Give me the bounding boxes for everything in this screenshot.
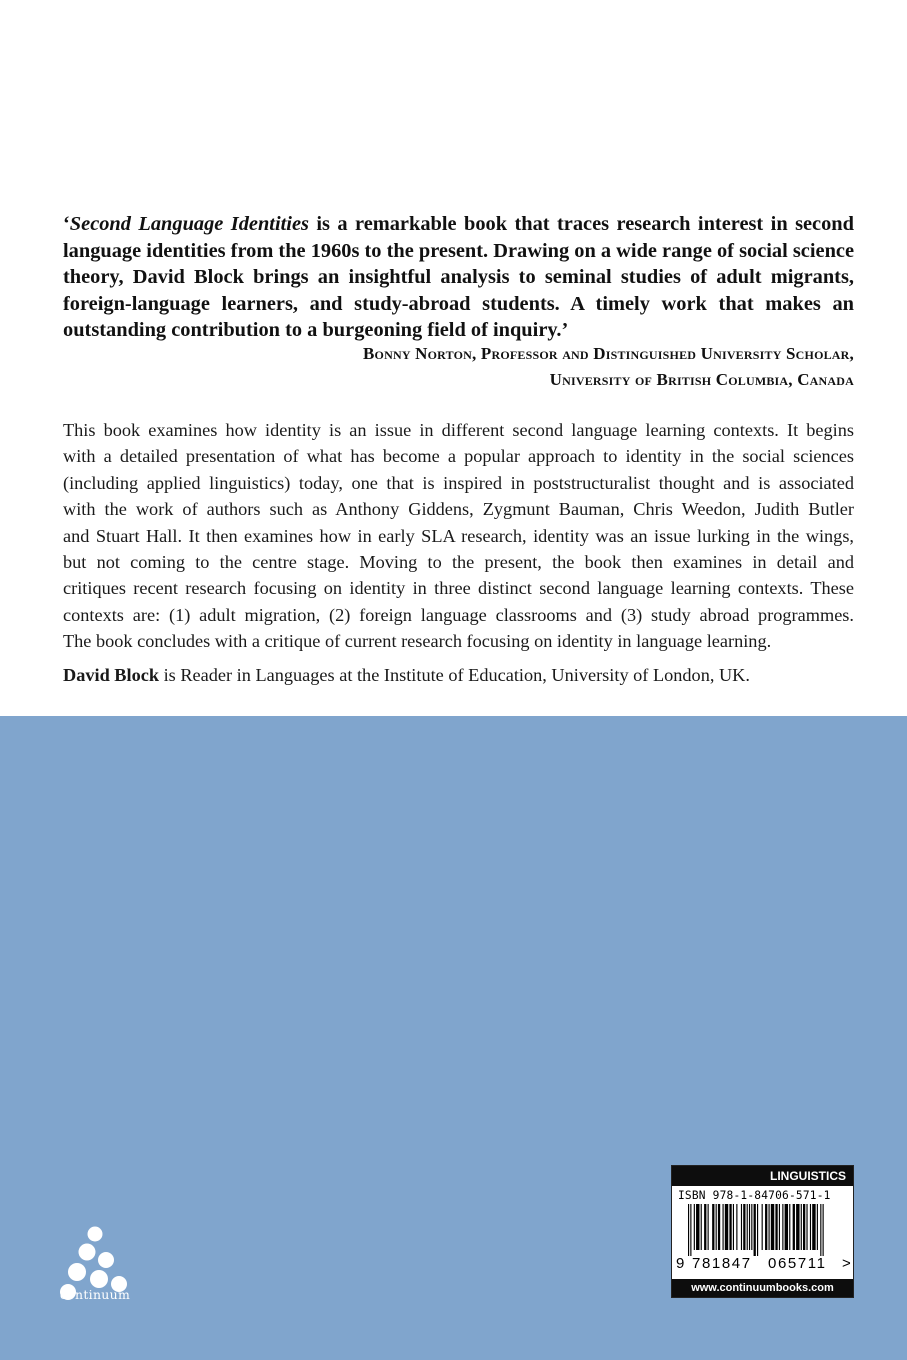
barcode-bar [712, 1204, 714, 1250]
author-name: David Block [63, 665, 159, 685]
author-bio-text: is Reader in Languages at the Institute of Education, University of London, UK. [159, 665, 750, 685]
description-line: The book concludes with a critique of current research focusing on identity in language learning. [63, 631, 772, 652]
barcode-bar [736, 1204, 737, 1250]
barcode-bar [806, 1204, 807, 1250]
barcode-bar [754, 1204, 756, 1256]
barcode-bar [723, 1204, 724, 1250]
description-line: (including applied linguistics) today, one that is inspired in poststructuralist thought and is associated [63, 472, 854, 493]
barcode-digit-suffix: > [842, 1255, 851, 1272]
barcode-bar [793, 1204, 795, 1250]
category-label: LINGUISTICS [672, 1166, 853, 1186]
barcode-bar [729, 1204, 731, 1250]
barcode-bar [690, 1204, 691, 1256]
barcode-bar [743, 1204, 745, 1250]
endorsement-attribution [63, 341, 854, 393]
barcode-bar [757, 1204, 758, 1256]
barcode-bar [785, 1204, 788, 1250]
author-bio [63, 663, 854, 687]
barcode-bar [751, 1204, 752, 1250]
barcode-bars [676, 1204, 848, 1256]
barcode-bar [796, 1204, 799, 1250]
description-line: contexts are: (1) adult migration, (2) foreign language classrooms and (3) study abroad programmes. [63, 604, 854, 625]
barcode-bar [771, 1204, 774, 1250]
barcode-bar [747, 1204, 748, 1250]
barcode-bar [769, 1204, 770, 1250]
barcode-bar [803, 1204, 805, 1250]
book-description [63, 417, 854, 655]
barcode-bar [779, 1204, 780, 1250]
barcode-bar [718, 1204, 720, 1250]
quote-book-title: Second Language Identities [69, 213, 309, 235]
barcode-bar [789, 1204, 790, 1250]
attribution-line-1: Bonny Norton, Professor and Distinguished University Scholar, [363, 344, 854, 363]
barcode-bar [708, 1204, 709, 1250]
quote-open: ‘ [63, 213, 70, 235]
barcode-digit-group-1: 781847 [692, 1255, 752, 1272]
barcode-bar [704, 1204, 706, 1250]
quote-text: is a remarkable book that traces research interest in second language identities from the 1960s to the present. Drawing on a wide range of social science theory, David Block brings an insightful analysis to seminal studies of adult migrants, foreign-language learners, and study-abroad students. A timely work that makes an outstanding contribution to a burgeoning field of inquiry.’ [63, 213, 855, 341]
barcode-bar [696, 1204, 699, 1250]
endorsement-quote [63, 211, 854, 344]
isbn-text: ISBN 978-1-84706-571-1 [678, 1189, 831, 1202]
barcode-bar [733, 1204, 734, 1250]
publisher-name: continuum [59, 1287, 131, 1302]
description-line: but not coming to the centre stage. Moving to the present, the book then examines in detail and [63, 552, 854, 573]
barcode-bar [765, 1204, 767, 1250]
barcode-bar [810, 1204, 811, 1250]
description-line: This book examines how identity is an issue in different second language learning contexts. It begins [63, 420, 854, 440]
barcode-bar [725, 1204, 728, 1250]
barcode-bar [823, 1204, 824, 1256]
barcode-bar [701, 1204, 702, 1250]
barcode-digit-group-2: 065711 [768, 1255, 827, 1272]
publisher-url: www.continuumbooks.com [672, 1279, 853, 1297]
barcode-bar [820, 1204, 821, 1256]
barcode-bar [812, 1204, 815, 1250]
isbn-barcode [671, 1165, 854, 1298]
barcode-bar [762, 1204, 763, 1250]
barcode-bar [716, 1204, 717, 1250]
description-line: and Stuart Hall. It then examines how in early SLA research, identity was an issue lurking in the wings, [63, 525, 854, 546]
barcode-digit-prefix: 9 [676, 1255, 685, 1272]
barcode-bar [782, 1204, 783, 1250]
barcode-bar [775, 1204, 777, 1250]
barcode-bar [801, 1204, 802, 1250]
barcode-bar [741, 1204, 742, 1250]
barcode-bar [749, 1204, 750, 1250]
description-line: critiques recent research focusing on identity in three distinct second language learning contexts. These [63, 578, 854, 599]
description-line: with the work of authors such as Anthony Giddens, Zygmunt Bauman, Chris Weedon, Judith Butler [63, 499, 854, 520]
barcode-bar [688, 1204, 689, 1256]
barcode-bar [817, 1204, 818, 1250]
description-line: with a detailed presentation of what has become a popular approach to identity in the social sciences [63, 446, 854, 467]
barcode-bar [694, 1204, 695, 1250]
attribution-line-2: University of British Columbia, Canada [549, 370, 854, 389]
